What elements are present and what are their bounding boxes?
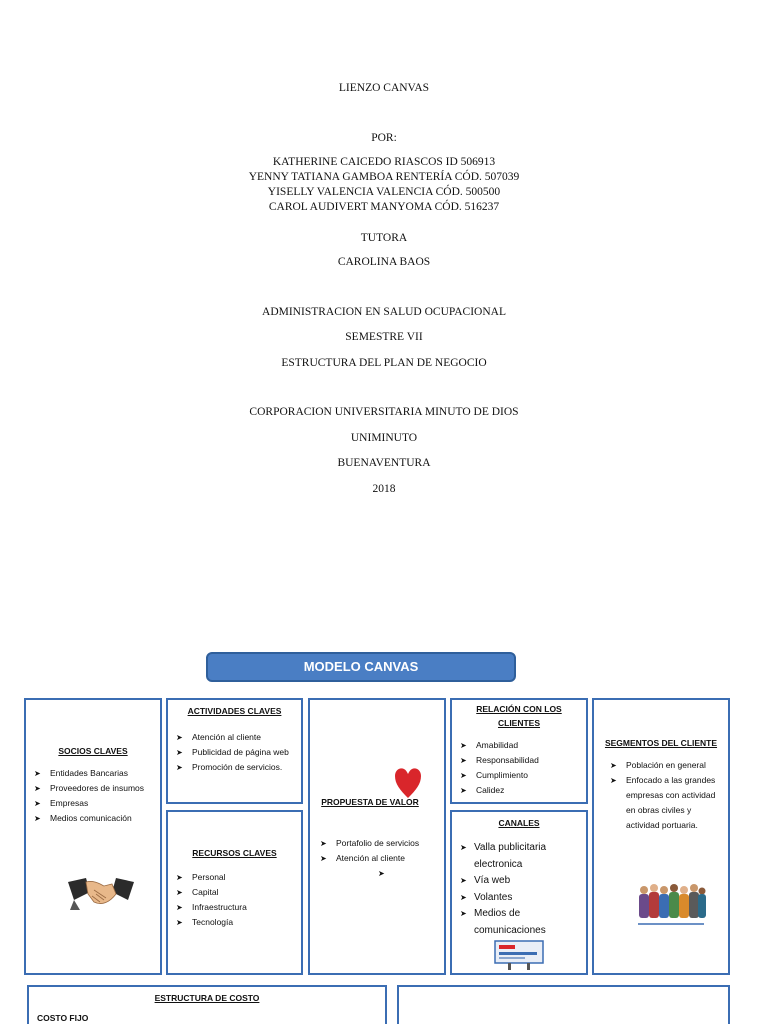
list-item: ➤ Volantes bbox=[452, 890, 580, 907]
list-item: ➤ Proveedores de insumos bbox=[26, 781, 150, 796]
estructura-costo-heading: ESTRUCTURA DE COSTO bbox=[154, 993, 260, 1003]
list-item: ➤ Amabilidad bbox=[452, 738, 586, 753]
list-item: ➤ Responsabilidad bbox=[452, 753, 586, 768]
document-title: LIENZO CANVAS bbox=[338, 82, 430, 94]
author-line: YISELLY VALENCIA VALENCIA CÓD. 500500 bbox=[267, 186, 501, 198]
arrowhead-bullet-icon: ➤ bbox=[460, 876, 467, 885]
segmentos-cliente-box bbox=[592, 698, 730, 975]
list-item: ➤ Personal bbox=[168, 870, 301, 885]
list-item: ➤ Publicidad de página web bbox=[168, 745, 295, 760]
arrowhead-bullet-icon: ➤ bbox=[320, 854, 327, 863]
relacion-clientes-heading: RELACIÓN CON LOS CLIENTES bbox=[476, 704, 562, 728]
list-item: ➤ Atención al cliente bbox=[168, 730, 295, 745]
por-label: POR: bbox=[371, 132, 397, 144]
list-item: ➤ Calidez bbox=[452, 783, 586, 798]
fuente-ingresos-box bbox=[397, 985, 730, 1024]
list-item: ➤ Entidades Bancarias bbox=[26, 766, 150, 781]
arrowhead-bullet-icon: ➤ bbox=[320, 839, 327, 848]
tutor-label: TUTORA bbox=[360, 232, 408, 244]
arrowhead-bullet-icon: ➤ bbox=[460, 786, 467, 795]
arrowhead-bullet-icon: ➤ bbox=[34, 784, 41, 793]
arrowhead-bullet-icon: ➤ bbox=[460, 741, 467, 750]
semester: SEMESTRE VII bbox=[345, 331, 423, 343]
arrowhead-bullet-icon: ➤ bbox=[34, 769, 41, 778]
list-item: ➤ Vía web bbox=[452, 873, 580, 890]
arrowhead-bullet-icon: ➤ bbox=[34, 814, 41, 823]
arrowhead-bullet-icon: ➤ bbox=[176, 733, 183, 742]
list-item: ➤ Portafolio de servicios bbox=[312, 836, 442, 851]
author-line: YENNY TATIANA GAMBOA RENTERÍA CÓD. 507039 bbox=[248, 171, 520, 183]
list-item: ➤ Capital bbox=[168, 885, 301, 900]
canvas-title-banner: MODELO CANVAS bbox=[206, 652, 516, 682]
recursos-claves-list bbox=[168, 870, 301, 930]
list-item: ➤ Empresas bbox=[26, 796, 150, 811]
list-item: ➤ Infraestructura bbox=[168, 900, 301, 915]
university-short: UNIMINUTO bbox=[350, 432, 418, 444]
arrowhead-bullet-icon: ➤ bbox=[378, 869, 385, 878]
recursos-claves-box bbox=[166, 810, 303, 975]
segmentos-cliente-list bbox=[594, 758, 728, 833]
university-name: CORPORACION UNIVERSITARIA MINUTO DE DIOS bbox=[249, 406, 519, 418]
propuesta-valor-list bbox=[312, 836, 442, 878]
arrowhead-bullet-icon: ➤ bbox=[176, 903, 183, 912]
handshake-illustration bbox=[68, 876, 134, 912]
arrowhead-bullet-icon: ➤ bbox=[176, 888, 183, 897]
list-item: ➤ Medios comunicación bbox=[26, 811, 150, 826]
heart-icon bbox=[394, 766, 422, 800]
recursos-claves-heading: RECURSOS CLAVES bbox=[192, 848, 277, 858]
group-of-people-illustration bbox=[636, 882, 706, 926]
list-item: ➤ Tecnología bbox=[168, 915, 301, 930]
arrowhead-bullet-icon: ➤ bbox=[610, 761, 617, 770]
actividades-claves-heading: ACTIVIDADES CLAVES bbox=[187, 706, 282, 716]
actividades-claves-box bbox=[166, 698, 303, 804]
canales-list bbox=[452, 840, 586, 939]
subject: ESTRUCTURA DEL PLAN DE NEGOCIO bbox=[281, 357, 487, 369]
list-item: ➤ Atención al cliente bbox=[312, 851, 442, 866]
arrowhead-bullet-icon: ➤ bbox=[176, 873, 183, 882]
arrowhead-bullet-icon: ➤ bbox=[176, 748, 183, 757]
arrowhead-bullet-icon: ➤ bbox=[176, 763, 183, 772]
arrowhead-bullet-icon: ➤ bbox=[176, 918, 183, 927]
year: 2018 bbox=[372, 483, 396, 495]
list-item: ➤ Medios de comunicaciones bbox=[460, 908, 546, 936]
socios-claves-list bbox=[26, 766, 160, 826]
list-item: ➤ Valla publicitaria electronica bbox=[460, 842, 547, 870]
arrowhead-bullet-icon: ➤ bbox=[610, 776, 617, 785]
propuesta-valor-box bbox=[308, 698, 446, 975]
actividades-claves-list bbox=[168, 730, 301, 775]
propuesta-valor-heading: PROPUESTA DE VALOR bbox=[321, 797, 419, 807]
author-line: KATHERINE CAICEDO RIASCOS ID 506913 bbox=[272, 156, 496, 168]
canales-box bbox=[450, 810, 588, 975]
city: BUENAVENTURA bbox=[337, 457, 431, 469]
relacion-clientes-box bbox=[450, 698, 588, 804]
list-item: ➤ Enfocado a las grandes empresas con actividad en obras civiles y actividad portuaria. bbox=[610, 775, 716, 830]
list-item: ➤ Población en general bbox=[602, 758, 720, 773]
list-item: ➤ Promoción de servicios. bbox=[168, 760, 295, 775]
program-name: ADMINISTRACION EN SALUD OCUPACIONAL bbox=[262, 306, 506, 318]
list-item: ➤ Cumplimiento bbox=[452, 768, 586, 783]
canales-heading: CANALES bbox=[498, 818, 540, 828]
socios-claves-box bbox=[24, 698, 162, 975]
arrowhead-bullet-icon: ➤ bbox=[460, 909, 467, 918]
arrowhead-bullet-icon: ➤ bbox=[460, 892, 467, 902]
arrowhead-bullet-icon: ➤ bbox=[460, 756, 467, 765]
arrowhead-bullet-icon: ➤ bbox=[460, 771, 467, 780]
billboard-illustration bbox=[494, 940, 544, 970]
arrowhead-bullet-icon: ➤ bbox=[460, 843, 467, 852]
segmentos-cliente-heading: SEGMENTOS DEL CLIENTE bbox=[604, 738, 718, 748]
socios-claves-heading: SOCIOS CLAVES bbox=[58, 746, 128, 756]
arrowhead-bullet-icon: ➤ bbox=[34, 799, 41, 808]
tutor-name: CAROLINA BAOS bbox=[337, 256, 431, 268]
costo-fijo-label: COSTO FIJO bbox=[37, 1013, 89, 1023]
estructura-costo-box bbox=[27, 985, 387, 1024]
relacion-clientes-list bbox=[452, 738, 586, 798]
author-line: CAROL AUDIVERT MANYOMA CÓD. 516237 bbox=[268, 201, 500, 213]
